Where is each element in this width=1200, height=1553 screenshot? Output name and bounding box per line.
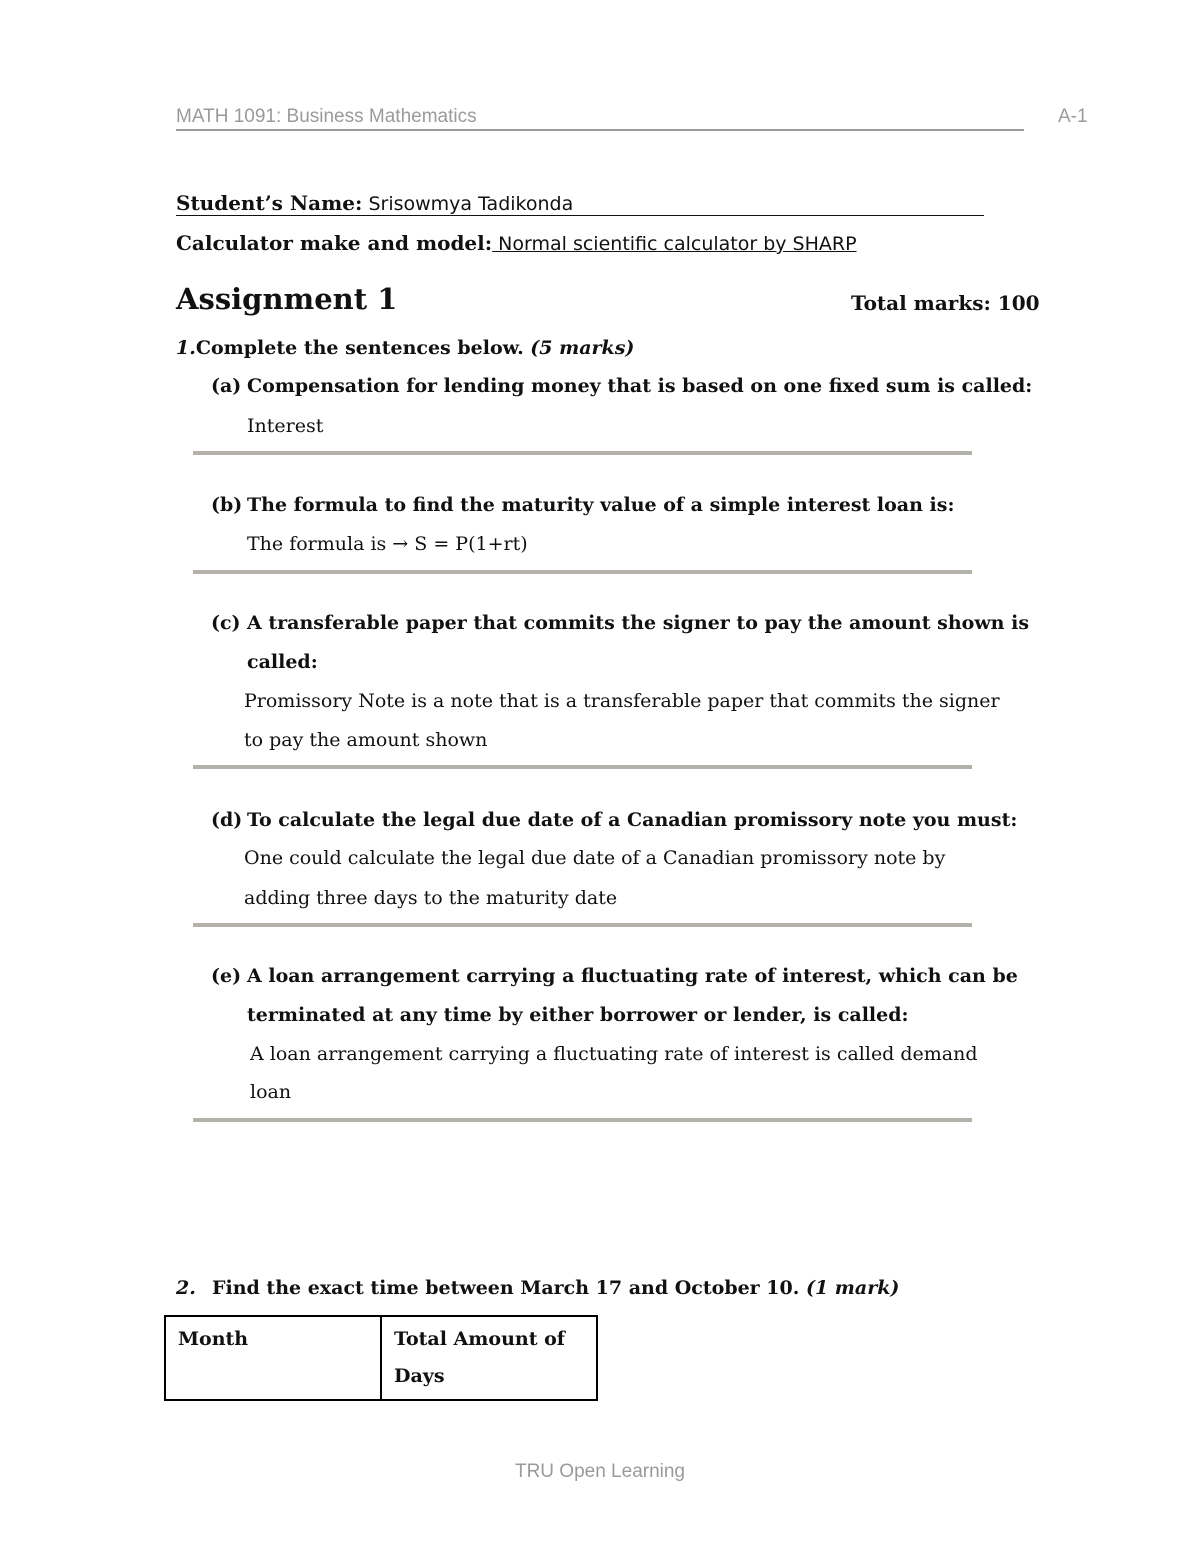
q1b-question-line-1: The formula to find the maturity value of a simple interest loan is: xyxy=(247,494,955,516)
q1a-answer[interactable]: Interest xyxy=(247,415,324,437)
q1e-question-line-1: A loan arrangement carrying a fluctuating rate of interest, which can be xyxy=(247,965,1018,987)
question-1-marks: (5 marks) xyxy=(530,337,635,359)
days-table xyxy=(164,1315,598,1401)
q1e-label: (e) xyxy=(211,965,242,987)
table-header-month: Month xyxy=(165,1316,381,1400)
q1c-answer-line-2[interactable]: to pay the amount shown xyxy=(244,729,488,751)
q1d-question-line-1: To calculate the legal due date of a Canadian promissory note you must: xyxy=(247,809,1018,831)
calculator-value[interactable]: Normal scientific calculator by SHARP xyxy=(492,233,857,255)
total-marks: Total marks: 100 xyxy=(851,291,1040,315)
calculator-row xyxy=(176,231,857,255)
answer-separator xyxy=(193,765,972,769)
q1b-label: (b) xyxy=(211,494,243,516)
q1c-question xyxy=(211,612,1029,634)
q1e-answer-line-2[interactable]: loan xyxy=(250,1081,292,1103)
answer-separator xyxy=(193,451,972,455)
q1c-question-line-2: called: xyxy=(247,651,318,673)
header-rule xyxy=(176,129,1024,131)
table-header-total-days: Total Amount of Days xyxy=(381,1316,597,1400)
student-name-label: Student’s Name: xyxy=(176,191,363,215)
q1c-question-line-1: A transferable paper that commits the signer to pay the amount shown is xyxy=(247,612,1030,634)
student-name-row xyxy=(176,191,984,216)
question-2-number: 2. xyxy=(176,1277,196,1299)
q1d-answer-line-2[interactable]: adding three days to the maturity date xyxy=(244,887,618,909)
q1a-label: (a) xyxy=(211,375,242,397)
q1e-answer-line-1[interactable]: A loan arrangement carrying a fluctuating rate of interest is called demand xyxy=(250,1043,978,1065)
footer-text: TRU Open Learning xyxy=(514,1461,686,1482)
question-2-prompt: Find the exact time between March 17 and October 10. xyxy=(212,1277,806,1299)
q1a-question-line-1: Compensation for lending money that is based on one fixed sum is called: xyxy=(247,375,1033,397)
q1a-question xyxy=(211,375,1032,397)
q1b-question xyxy=(211,494,954,516)
q1d-label: (d) xyxy=(211,809,243,831)
question-1-number: 1. xyxy=(176,337,196,359)
q1c-label: (c) xyxy=(211,612,241,634)
question-2-marks: (1 mark) xyxy=(805,1277,900,1299)
question-1-prompt: Complete the sentences below. xyxy=(195,337,531,359)
calculator-label: Calculator make and model: xyxy=(176,231,493,255)
answer-separator xyxy=(193,923,972,927)
student-name-value[interactable]: Srisowmya Tadikonda xyxy=(362,193,574,215)
q1e-question-line-2: terminated at any time by either borrower or lender, is called: xyxy=(247,1004,909,1026)
question-2-heading xyxy=(176,1277,899,1299)
q1c-answer-line-1[interactable]: Promissory Note is a note that is a transferable paper that commits the signer xyxy=(244,690,1000,712)
course-header: MATH 1091: Business Mathematics xyxy=(176,106,477,127)
answer-separator xyxy=(193,570,972,574)
q1b-answer[interactable]: The formula is → S = P(1+rt) xyxy=(247,533,528,555)
table-row xyxy=(165,1316,597,1400)
answer-separator xyxy=(193,1118,972,1122)
page-number: A-1 xyxy=(1058,106,1088,127)
assignment-title: Assignment 1 xyxy=(176,282,398,316)
q1d-question xyxy=(211,809,1017,831)
question-1-heading xyxy=(176,337,634,359)
q1d-answer-line-1[interactable]: One could calculate the legal due date of a Canadian promissory note by xyxy=(244,847,946,869)
q1e-question xyxy=(211,965,1018,987)
